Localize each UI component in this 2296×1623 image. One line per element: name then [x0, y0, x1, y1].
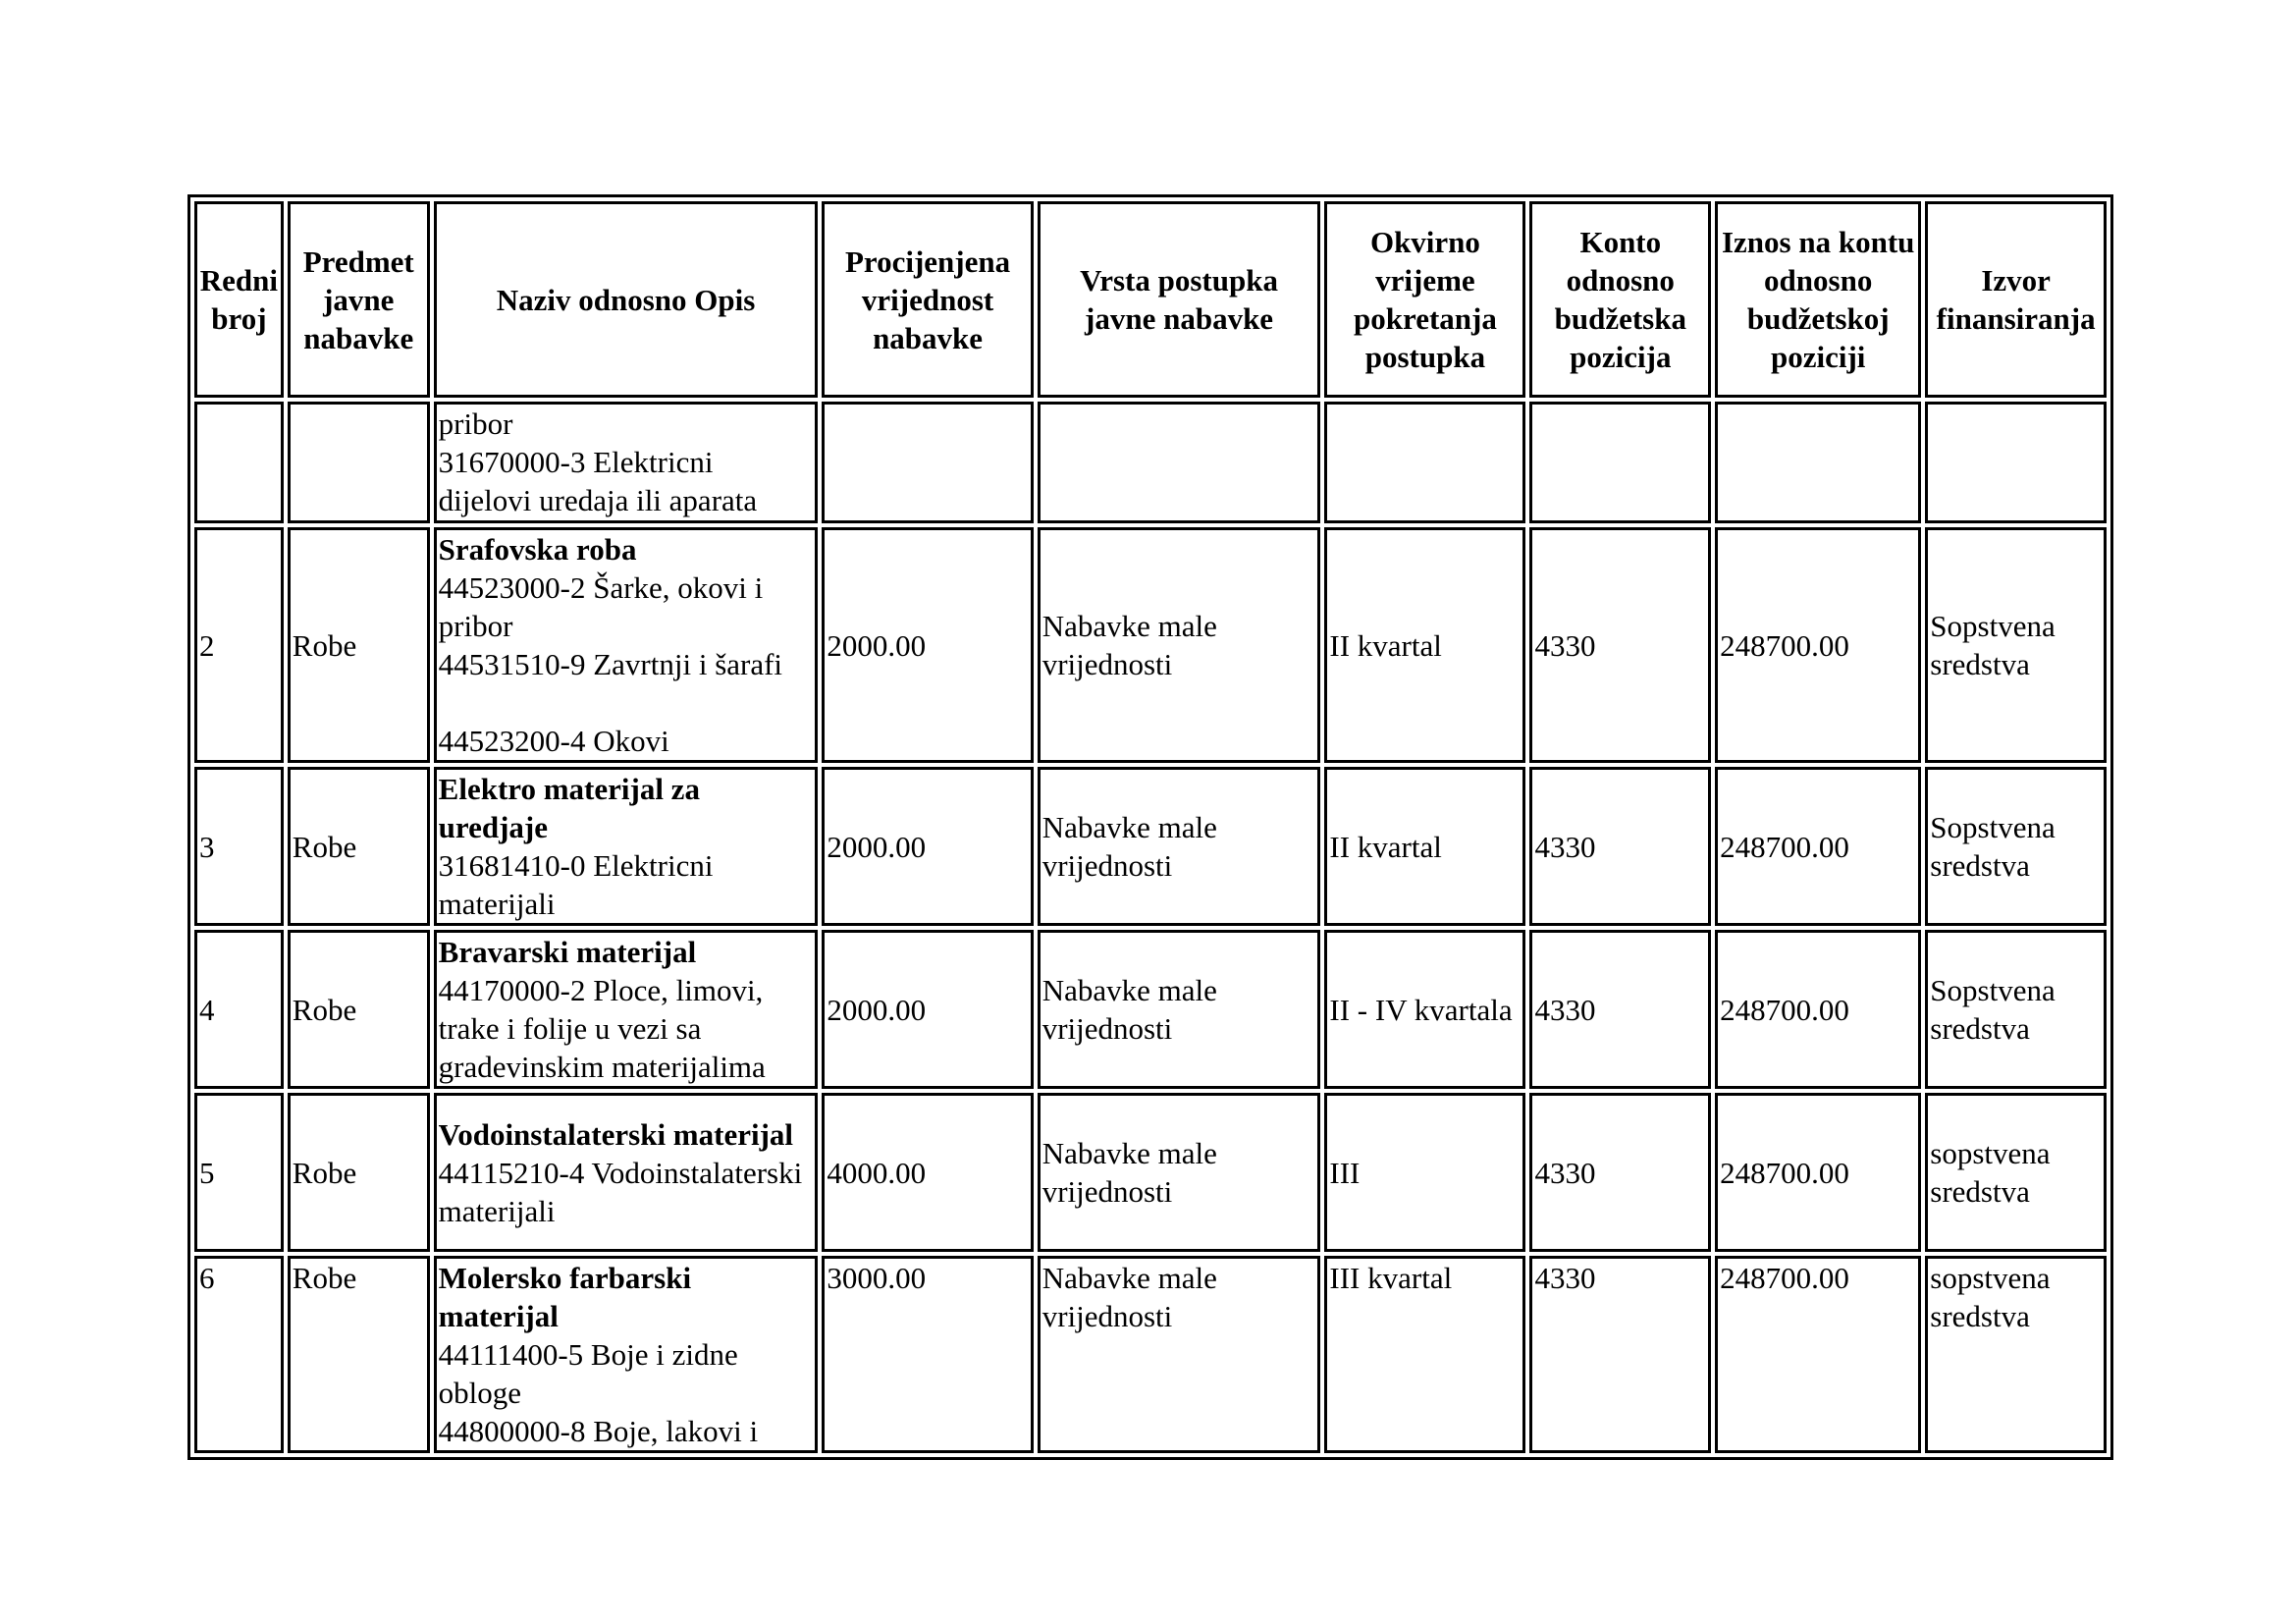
cell-izvor: sopstvena sredstva [1925, 1256, 2107, 1453]
item-title: Elektro materijal za uredjaje [438, 772, 700, 844]
item-title: Bravarski materijal [438, 935, 697, 969]
cell-predmet [288, 402, 430, 523]
cell-okvirno-vrijeme: II kvartal [1324, 767, 1525, 926]
item-code-line: 44111400-5 Boje i zidne obloge [438, 1337, 738, 1410]
item-code-line: 44800000-8 Boje, lakovi i [438, 1414, 759, 1448]
cell-naziv-opis [434, 767, 819, 926]
cell-naziv-opis [434, 402, 819, 523]
header-iznos: Iznos na kontu odnosno budžetskoj poziciji [1715, 201, 1921, 398]
cell-izvor: Sopstvena sredstva [1925, 767, 2107, 926]
cell-naziv-opis [434, 1256, 819, 1453]
cell-predmet: Robe [288, 767, 430, 926]
item-code-line: 44115210-4 Vodoinstalaterski materijali [438, 1155, 803, 1228]
header-konto: Konto odnosno budžetska pozicija [1529, 201, 1711, 398]
item-code-line: 44523200-4 Okovi [438, 724, 669, 758]
table-row [194, 767, 2107, 926]
cell-okvirno-vrijeme: III kvartal [1324, 1256, 1525, 1453]
cell-okvirno-vrijeme [1324, 402, 1525, 523]
header-naziv-opis: Naziv odnosno Opis [434, 201, 819, 398]
cell-redni-broj: 4 [194, 930, 284, 1089]
cell-predmet: Robe [288, 1093, 430, 1252]
cell-procijenjena-vrijednost: 2000.00 [822, 527, 1033, 763]
cell-okvirno-vrijeme: II kvartal [1324, 527, 1525, 763]
cell-naziv-opis [434, 527, 819, 763]
cell-iznos: 248700.00 [1715, 930, 1921, 1089]
table-body [194, 402, 2107, 1453]
cell-predmet: Robe [288, 930, 430, 1089]
procurement-plan-table-wrapper [187, 194, 2113, 1460]
table-row [194, 1256, 2107, 1453]
cell-izvor: sopstvena sredstva [1925, 1093, 2107, 1252]
cell-konto: 4330 [1529, 1256, 1711, 1453]
item-code-line: 44531510-9 Zavrtnji i šarafi [438, 647, 783, 681]
cell-izvor: Sopstvena sredstva [1925, 930, 2107, 1089]
header-procijenjena-vrijednost: Procijenjena vrijednost nabavke [822, 201, 1033, 398]
cell-procijenjena-vrijednost: 4000.00 [822, 1093, 1033, 1252]
cell-naziv-opis [434, 930, 819, 1089]
table-row [194, 1093, 2107, 1252]
cell-konto: 4330 [1529, 527, 1711, 763]
header-vrsta-postupka: Vrsta postupka javne nabavke [1038, 201, 1321, 398]
item-code-line: 31670000-3 Elektricni dijelovi uredaja ili aparata [438, 445, 758, 517]
cell-procijenjena-vrijednost: 2000.00 [822, 767, 1033, 926]
cell-vrsta-postupka: Nabavke male vrijednosti [1038, 930, 1321, 1089]
cell-okvirno-vrijeme: III [1324, 1093, 1525, 1252]
header-predmet: Predmet javne nabavke [288, 201, 430, 398]
cell-redni-broj: 6 [194, 1256, 284, 1453]
item-code-line: 31681410-0 Elektricni materijali [438, 848, 714, 921]
cell-naziv-opis [434, 1093, 819, 1252]
table-row [194, 402, 2107, 523]
item-code-line: 44170000-2 Ploce, limovi, trake i folije u vezi sa gradevinskim materijalima [438, 973, 766, 1084]
header-okvirno-vrijeme: Okvirno vrijeme pokretanja postupka [1324, 201, 1525, 398]
item-spacer [439, 683, 814, 722]
cell-procijenjena-vrijednost: 3000.00 [822, 1256, 1033, 1453]
item-code-line: 44523000-2 Šarke, okovi i pribor [438, 570, 764, 643]
cell-procijenjena-vrijednost [822, 402, 1033, 523]
cell-iznos: 248700.00 [1715, 1093, 1921, 1252]
cell-iznos [1715, 402, 1921, 523]
cell-iznos: 248700.00 [1715, 527, 1921, 763]
table-row [194, 930, 2107, 1089]
cell-iznos: 248700.00 [1715, 767, 1921, 926]
item-title: Molersko farbarski materijal [438, 1261, 692, 1333]
cell-konto: 4330 [1529, 930, 1711, 1089]
item-title: Srafovska roba [438, 532, 637, 567]
cell-izvor: Sopstvena sredstva [1925, 527, 2107, 763]
cell-redni-broj [194, 402, 284, 523]
cell-vrsta-postupka: Nabavke male vrijednosti [1038, 527, 1321, 763]
cell-predmet: Robe [288, 527, 430, 763]
cell-redni-broj: 3 [194, 767, 284, 926]
cell-redni-broj: 2 [194, 527, 284, 763]
procurement-plan-table [187, 194, 2113, 1460]
header-row [194, 201, 2107, 398]
cell-vrsta-postupka [1038, 402, 1321, 523]
header-redni-broj: Redni broj [194, 201, 284, 398]
cell-iznos: 248700.00 [1715, 1256, 1921, 1453]
cell-konto: 4330 [1529, 767, 1711, 926]
item-code-line: pribor [438, 406, 513, 441]
cell-konto: 4330 [1529, 1093, 1711, 1252]
table-row [194, 527, 2107, 763]
cell-predmet: Robe [288, 1256, 430, 1453]
cell-vrsta-postupka: Nabavke male vrijednosti [1038, 1256, 1321, 1453]
cell-vrsta-postupka: Nabavke male vrijednosti [1038, 1093, 1321, 1252]
cell-izvor [1925, 402, 2107, 523]
cell-konto [1529, 402, 1711, 523]
header-izvor: Izvor finansiranja [1925, 201, 2107, 398]
cell-okvirno-vrijeme: II - IV kvartala [1324, 930, 1525, 1089]
cell-redni-broj: 5 [194, 1093, 284, 1252]
item-title: Vodoinstalaterski materijal [438, 1116, 794, 1152]
cell-vrsta-postupka: Nabavke male vrijednosti [1038, 767, 1321, 926]
cell-procijenjena-vrijednost: 2000.00 [822, 930, 1033, 1089]
